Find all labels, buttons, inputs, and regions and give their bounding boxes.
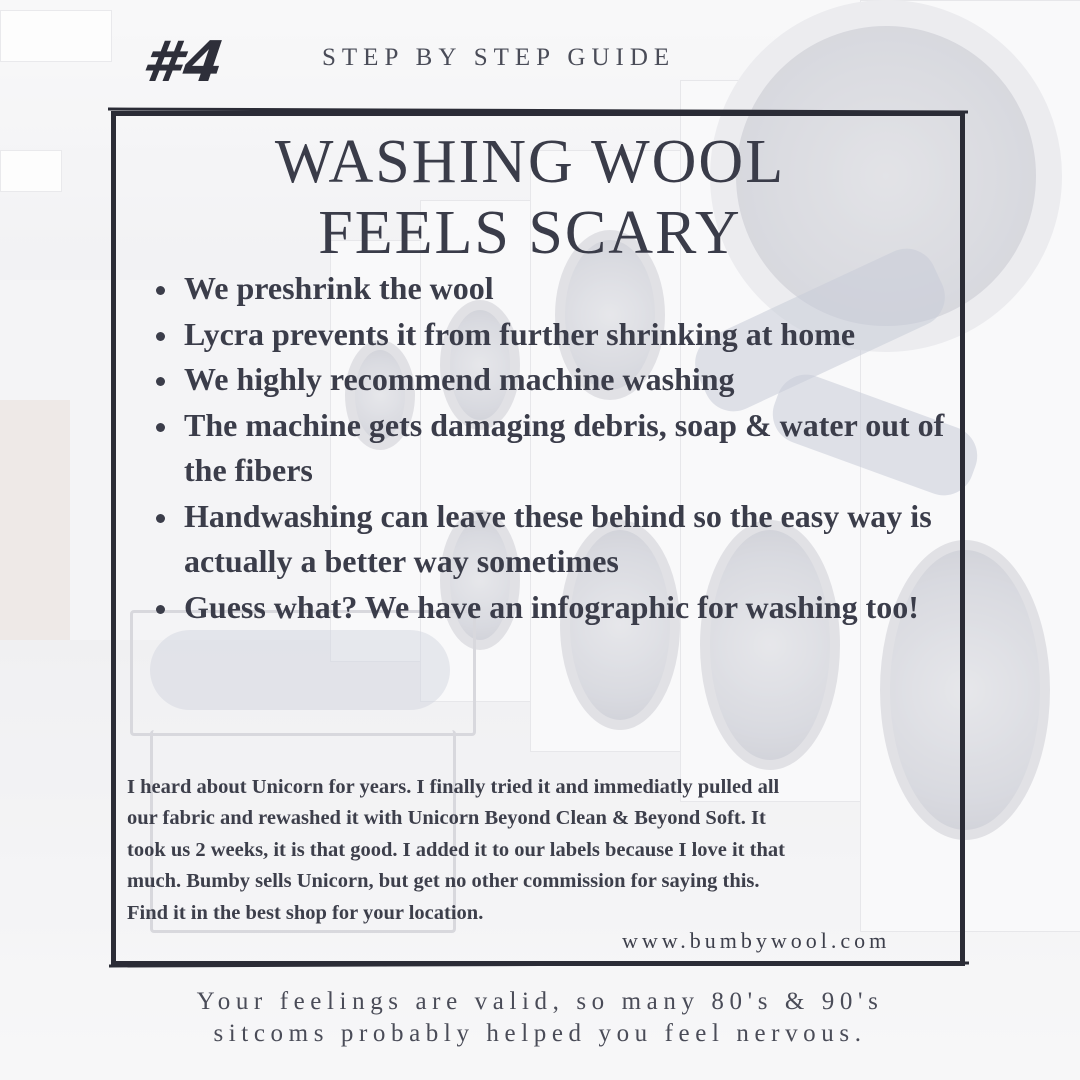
- step-number: #4: [138, 30, 230, 95]
- note-line: Find it in the best shop for your location.: [127, 901, 484, 924]
- list-item-text: Handwashing can leave these behind so the easy way is actually a better way sometimes: [184, 497, 932, 579]
- footer-line-2: sitcoms probably helped you feel nervous.: [213, 1020, 867, 1047]
- list-item: [150, 494, 970, 585]
- list-item-text: The machine gets damaging debris, soap & water out of the fibers: [184, 406, 945, 488]
- list-item: [150, 357, 970, 403]
- bullet-dot-icon: [156, 514, 165, 523]
- website-url[interactable]: www.bumbywool.com: [622, 928, 891, 953]
- bullet-dot-icon: [156, 605, 165, 614]
- list-item-text: Guess what? We have an infographic for washing too!: [184, 588, 919, 625]
- title-line-1: WASHING WOOL: [274, 128, 786, 196]
- list-item: [150, 266, 970, 312]
- bullet-dot-icon: [156, 423, 165, 432]
- list-item-text: Lycra prevents it from further shrinking at home: [184, 315, 856, 352]
- list-item-text: We preshrink the wool: [184, 270, 494, 306]
- list-item-text: We highly recommend machine washing: [184, 361, 735, 397]
- bullet-dot-icon: [156, 332, 165, 341]
- list-item: [150, 585, 970, 631]
- list-item: [150, 403, 970, 494]
- note-line: our fabric and rewashed it with Unicorn Beyond Clean & Beyond Soft. It: [127, 807, 766, 830]
- bullet-dot-icon: [156, 377, 165, 386]
- tips-list: [150, 266, 970, 630]
- unicorn-note: [127, 772, 967, 929]
- guide-label: STEP BY STEP GUIDE: [322, 44, 676, 71]
- title-line-2: FEELS SCARY: [318, 199, 742, 267]
- note-line: I heard about Unicorn for years. I finally tried it and immediatly pulled all: [127, 776, 780, 798]
- note-line: much. Bumby sells Unicorn, but get no other commission for saying this.: [127, 870, 760, 893]
- footer-line-1: Your feelings are valid, so many 80's & 90's: [196, 988, 884, 1015]
- bullet-dot-icon: [156, 286, 165, 295]
- list-item: [150, 312, 970, 358]
- note-line: took us 2 weeks, it is that good. I added it to our labels because I love it that: [127, 838, 785, 861]
